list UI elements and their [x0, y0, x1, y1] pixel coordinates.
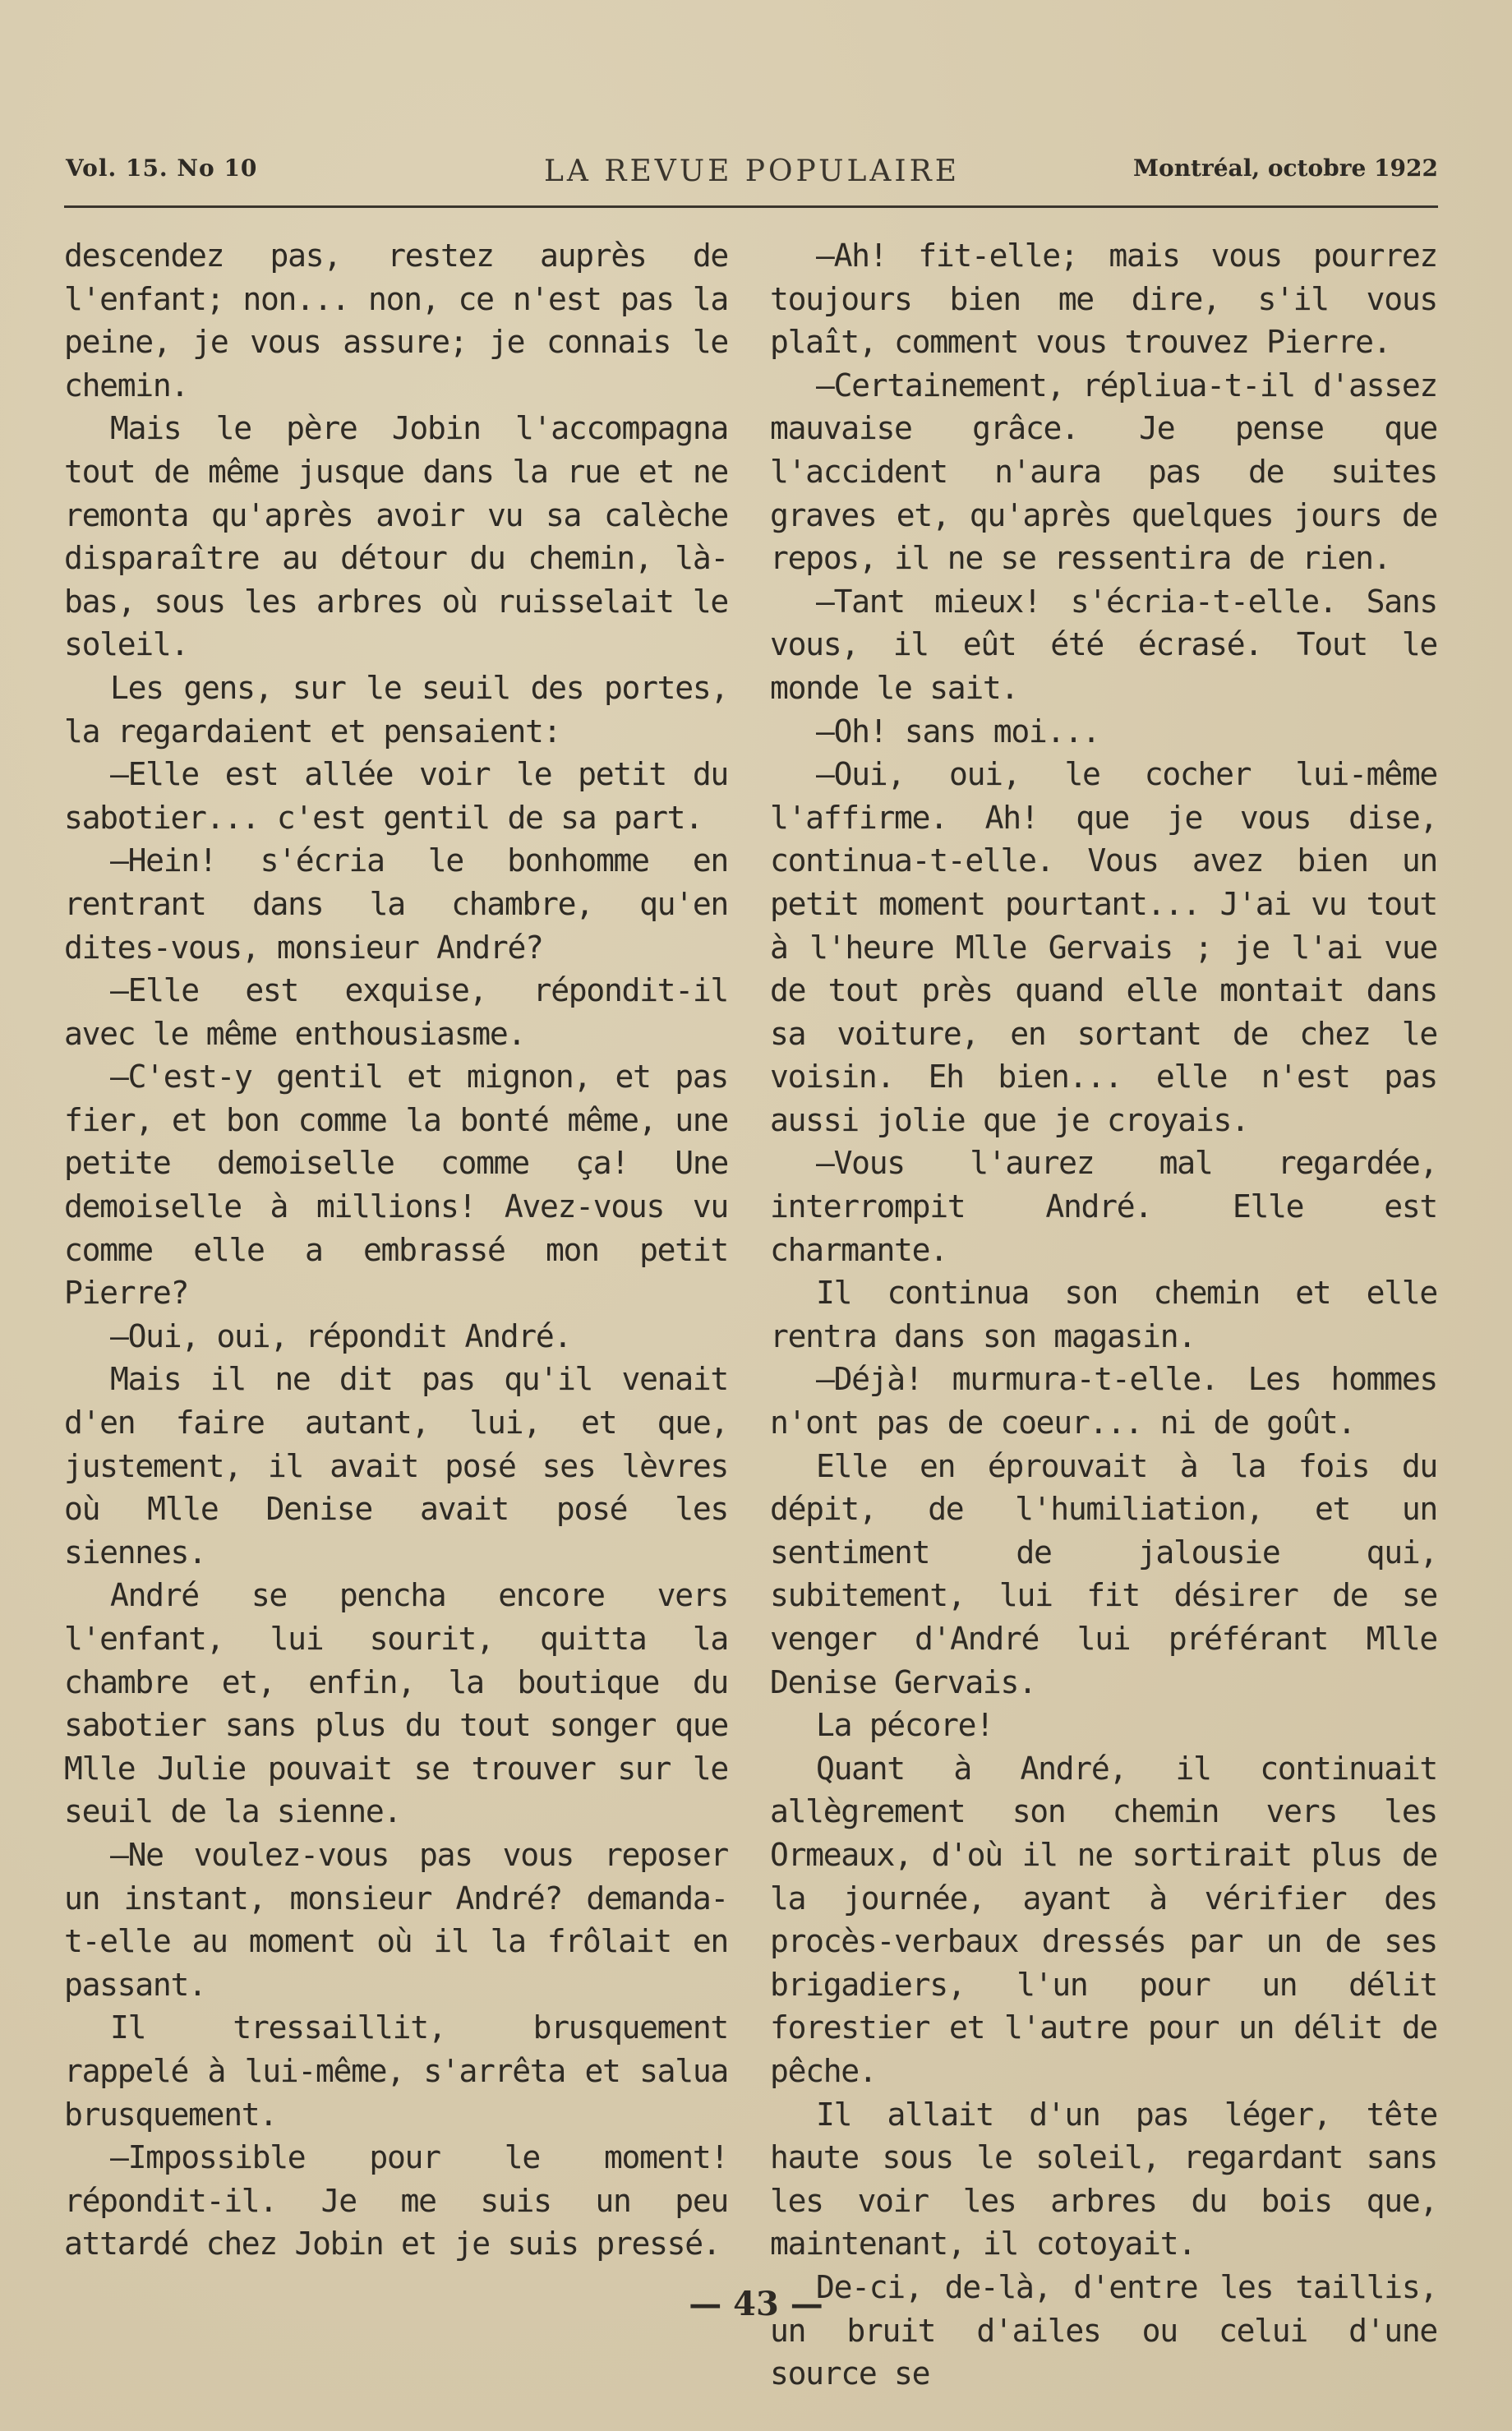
paragraph: —Ah! fit-elle; mais vous pourrez toujours bien me dire, s'il vous plaît, comment vous trouvez Pierre.	[770, 238, 1437, 361]
volume-number: Vol. 15. No 10	[66, 155, 258, 182]
paragraph: De-ci, de-là, d'entre les taillis, un bruit d'ailes ou celui d'une source se	[770, 2268, 1437, 2392]
paragraph: La pécore!	[816, 1707, 993, 1744]
paragraph: —Oh! sans moi...	[816, 713, 1100, 750]
paragraph: —Impossible pour le moment! répondit-il. Je me suis un peu attardé chez Jobin et je suis pressé.	[64, 2139, 728, 2263]
paragraph: André se pencha encore vers l'enfant, lui sourit, quitta la chambre et, enfin, la boutique du sabotier sans plus du tout songer que Mlle Julie pouvait se trouver sur le seuil de la sienne.	[64, 1577, 728, 1830]
paragraph: —Tant mieux! s'écria-t-elle. Sans vous, il eût été écrasé. Tout le monde le sait.	[770, 583, 1437, 706]
paragraph: Mais le père Jobin l'accompagna tout de même jusque dans la rue et ne remonta qu'après avoir vu sa calèche disparaître au détour du chemin, là-bas, sous les arbres où ruisselait le soleil.	[64, 410, 728, 663]
journal-title: LA REVUE POPULAIRE	[544, 155, 960, 188]
paragraph: —C'est-y gentil et mignon, et pas fier, et bon comme la bonté même, une petite demoiselle comme ça! Une demoiselle à millions! Avez-vous vu comme elle a embrassé mon petit Pierre?	[64, 1059, 728, 1312]
issue-date: Montréal, octobre 1922	[1133, 155, 1438, 182]
paragraph: —Déjà! murmura-t-elle. Les hommes n'ont pas de coeur... ni de goût.	[770, 1361, 1437, 1442]
paragraph: —Oui, oui, répondit André.	[110, 1317, 572, 1354]
header-rule	[64, 205, 1438, 208]
paragraph: —Certainement, répliua-t-il d'assez mauvaise grâce. Je pense que l'accident n'aura pas de suites graves et, qu'après quelques jours de repos, il ne se ressentira de rien.	[770, 367, 1437, 577]
paragraph: —Hein! s'écria le bonhomme en rentrant dans la chambre, qu'en dites-vous, monsieur André?	[64, 842, 728, 966]
paragraph: Elle en éprouvait à la fois du dépit, de l'humiliation, et un sentiment de jalousie qui, subitement, lui fit désirer de se venger d'André lui préférant Mlle Denise Gervais.	[770, 1447, 1437, 1700]
paragraph: Les gens, sur le seuil des portes, la regardaient et pensaient:	[64, 669, 728, 750]
paragraph: descendez pas, restez auprès de l'enfant; non... non, ce n'est pas la peine, je vous assure; je connais le chemin.	[64, 238, 728, 404]
paragraph: —Elle est exquise, répondit-il avec le même enthousiasme.	[64, 972, 728, 1052]
paragraph: Mais il ne dit pas qu'il venait d'en faire autant, lui, et que, justement, il avait posé ses lèvres où Mlle Denise avait posé les siennes.	[64, 1361, 728, 1571]
running-header	[66, 155, 1438, 196]
paragraph: —Vous l'aurez mal regardée, interrompit André. Elle est charmante.	[770, 1145, 1437, 1268]
left-column	[64, 234, 728, 2266]
paragraph: Il allait d'un pas léger, tête haute sous le soleil, regardant sans les voir les arbres du bois que, maintenant, il cotoyait.	[770, 2096, 1437, 2263]
paragraph: Quant à André, il continuait allègrement son chemin vers les Ormeaux, d'où il ne sortirait plus de la journée, ayant à vérifier des procès-verbaux dressés par un de ses brigadiers, l'un pour un délit forestier et l'autre pour un délit de pêche.	[770, 1750, 1437, 2089]
paragraph: Il tressaillit, brusquement rappelé à lui-même, s'arrêta et salua brusquement.	[64, 2009, 728, 2133]
paragraph: —Elle est allée voir le petit du sabotier... c'est gentil de sa part.	[64, 756, 728, 836]
right-column	[770, 234, 1437, 2396]
page-number: — 43 —	[689, 2285, 823, 2323]
paragraph: —Ne voulez-vous pas vous reposer un instant, monsieur André? demanda-t-elle au moment où il la frôlait en passant.	[64, 1836, 728, 2003]
paragraph: Il continua son chemin et elle rentra dans son magasin.	[770, 1275, 1437, 1354]
paragraph: —Oui, oui, le cocher lui-même l'affirme. Ah! que je vous dise, continua-t-elle. Vous avez bien un petit moment pourtant... J'ai vu tout à l'heure Mlle Gervais ; je l'ai vue de tout près quand elle montait dans sa voiture, en sortant de chez le voisin. Eh bien... elle n'est pas aussi jolie que je croyais.	[770, 756, 1437, 1138]
